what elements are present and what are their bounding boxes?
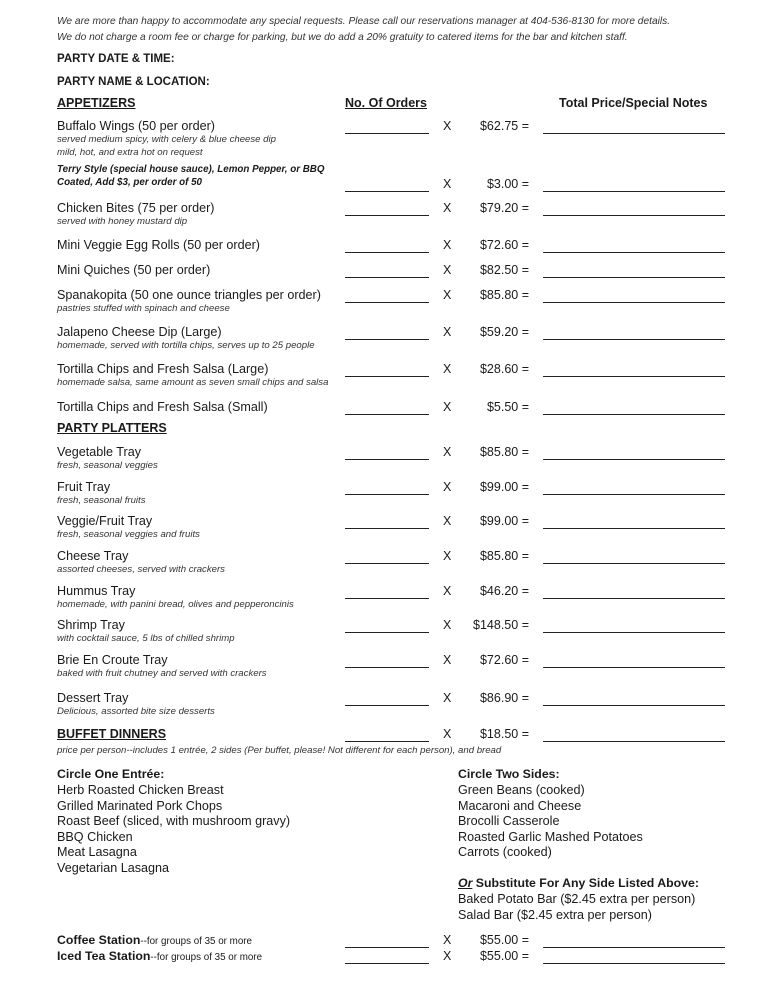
item-description: Delicious, assorted bite size desserts — [57, 706, 215, 717]
item-name: Buffalo Wings (50 per order) — [57, 119, 215, 133]
item-description: mild, hot, and extra hot on request — [57, 147, 203, 158]
order-quantity-field[interactable] — [345, 705, 429, 706]
item-option-text: Coated, Add $3, per order of 50 — [57, 177, 202, 188]
item-name: Tortilla Chips and Fresh Salsa (Small) — [57, 400, 268, 414]
order-quantity-field[interactable] — [345, 459, 429, 460]
item-name: Brie En Croute Tray — [57, 653, 168, 667]
multiply-sign: X — [443, 238, 452, 252]
item-price: $72.60 = — [479, 238, 529, 252]
station-name: Iced Tea Station — [57, 949, 151, 963]
total-notes-field[interactable] — [543, 133, 725, 134]
item-description: homemade, with panini bread, olives and pepperoncinis — [57, 599, 294, 610]
total-notes-field[interactable] — [543, 632, 725, 633]
multiply-sign: X — [443, 325, 452, 339]
buffet-total-field[interactable] — [543, 741, 725, 742]
station-name: Coffee Station — [57, 933, 141, 947]
item-description: fresh, seasonal veggies — [57, 460, 158, 471]
total-notes-field[interactable] — [543, 414, 725, 415]
item-description: homemade, served with tortilla chips, serves up to 25 people — [57, 340, 315, 351]
buffet-note: price per person--includes 1 entrée, 2 sides (Per buffet, please! Not different for each person), and bread — [57, 745, 502, 756]
item-price: $85.80 = — [479, 549, 529, 563]
item-price: $59.20 = — [479, 325, 529, 339]
station-row — [57, 933, 252, 947]
entree-option[interactable]: Roast Beef (sliced, with mushroom gravy) — [57, 814, 291, 829]
order-quantity-field[interactable] — [345, 667, 429, 668]
item-name: Vegetable Tray — [57, 445, 142, 459]
substitute-title-text: Substitute For Any Side Listed Above: — [472, 876, 699, 890]
item-description: assorted cheeses, served with crackers — [57, 564, 225, 575]
entree-option[interactable]: Meat Lasagna — [57, 845, 137, 860]
total-notes-field[interactable] — [543, 191, 725, 192]
multiply-sign: X — [443, 400, 452, 414]
station-quantity-field[interactable] — [345, 963, 429, 964]
item-price: $72.60 = — [479, 653, 529, 667]
buffet-quantity-field[interactable] — [345, 741, 429, 742]
item-name: Mini Veggie Egg Rolls (50 per order) — [57, 238, 261, 252]
item-description: pastries stuffed with spinach and cheese — [57, 303, 230, 314]
multiply-sign: X — [443, 618, 452, 632]
party-platters-heading: PARTY PLATTERS — [57, 421, 167, 435]
item-price: $99.00 = — [479, 480, 529, 494]
item-name: Chicken Bites (75 per order) — [57, 201, 215, 215]
item-name: Shrimp Tray — [57, 618, 125, 632]
substitute-title — [458, 876, 699, 890]
multiply-sign: X — [443, 933, 452, 947]
multiply-sign: X — [443, 177, 452, 191]
multiply-sign: X — [443, 549, 452, 563]
sides-title: Circle Two Sides: — [458, 767, 560, 781]
entree-title: Circle One Entrée: — [57, 767, 165, 781]
multiply-sign: X — [443, 514, 452, 528]
item-price: $85.80 = — [479, 288, 529, 302]
order-quantity-field[interactable] — [345, 563, 429, 564]
order-quantity-field[interactable] — [345, 528, 429, 529]
order-quantity-field[interactable] — [345, 339, 429, 340]
side-option[interactable]: Roasted Garlic Mashed Potatoes — [458, 829, 643, 844]
total-notes-field[interactable] — [543, 277, 725, 278]
multiply-sign: X — [443, 445, 452, 459]
entree-option[interactable]: Herb Roasted Chicken Breast — [57, 783, 224, 797]
or-label: Or — [458, 876, 473, 890]
order-quantity-field[interactable] — [345, 191, 429, 192]
multiply-sign: X — [443, 119, 452, 133]
station-total-field[interactable] — [543, 963, 725, 964]
item-price: $86.90 = — [479, 691, 529, 705]
total-notes-field[interactable] — [543, 494, 725, 495]
orders-column-header: No. Of Orders — [345, 96, 427, 110]
item-description: served with honey mustard dip — [57, 216, 188, 227]
party-name-label: PARTY NAME & LOCATION: — [57, 76, 210, 88]
station-price: $55.00 = — [479, 949, 529, 963]
item-name: Dessert Tray — [57, 691, 129, 705]
item-description: fresh, seasonal fruits — [57, 495, 146, 506]
item-name: Tortilla Chips and Fresh Salsa (Large) — [57, 362, 269, 376]
station-price: $55.00 = — [479, 933, 529, 947]
buffet-price: $18.50 = — [479, 727, 529, 741]
multiply-sign: X — [443, 653, 452, 667]
total-notes-field[interactable] — [543, 705, 725, 706]
order-quantity-field[interactable] — [345, 376, 429, 377]
multiply-sign: X — [443, 480, 452, 494]
item-price: $99.00 = — [479, 514, 529, 528]
order-quantity-field[interactable] — [345, 133, 429, 134]
substitute-option[interactable]: Baked Potato Bar ($2.45 extra per person) — [458, 892, 696, 906]
total-notes-field[interactable] — [543, 339, 725, 340]
multiply-sign: X — [443, 727, 452, 741]
multiply-sign: X — [443, 949, 452, 963]
item-name: Hummus Tray — [57, 584, 136, 598]
order-quantity-field[interactable] — [345, 414, 429, 415]
intro-line-1: We are more than happy to accommodate any special requests. Please call our reservations manager at 404-536-8130 for more details. — [57, 16, 671, 27]
order-quantity-field[interactable] — [345, 302, 429, 303]
total-notes-field[interactable] — [543, 459, 725, 460]
item-price: $46.20 = — [479, 584, 529, 598]
total-notes-field[interactable] — [543, 252, 725, 253]
total-notes-field[interactable] — [543, 598, 725, 599]
total-notes-field[interactable] — [543, 376, 725, 377]
total-notes-field[interactable] — [543, 563, 725, 564]
item-price: $85.80 = — [479, 445, 529, 459]
item-price: $82.50 = — [479, 263, 529, 277]
side-option[interactable]: Green Beans (cooked) — [458, 783, 585, 797]
item-description: fresh, seasonal veggies and fruits — [57, 529, 200, 540]
order-quantity-field[interactable] — [345, 277, 429, 278]
total-notes-field[interactable] — [543, 215, 725, 216]
order-quantity-field[interactable] — [345, 494, 429, 495]
station-note: --for groups of 35 or more — [150, 952, 263, 963]
order-quantity-field[interactable] — [345, 215, 429, 216]
item-name: Mini Quiches (50 per order) — [57, 263, 211, 277]
multiply-sign: X — [443, 288, 452, 302]
side-option[interactable]: Brocolli Casserole — [458, 814, 560, 829]
item-description: homemade salsa, same amount as seven small chips and salsa — [57, 377, 329, 388]
order-quantity-field[interactable] — [345, 632, 429, 633]
substitute-option[interactable]: Salad Bar ($2.45 extra per person) — [458, 907, 652, 922]
item-name: Fruit Tray — [57, 480, 111, 494]
total-notes-field[interactable] — [543, 667, 725, 668]
entree-option[interactable]: Vegetarian Lasagna — [57, 861, 170, 875]
item-description: with cocktail sauce, 5 lbs of chilled shrimp — [57, 633, 235, 644]
total-notes-field[interactable] — [543, 302, 725, 303]
total-column-header: Total Price/Special Notes — [559, 96, 708, 110]
order-quantity-field[interactable] — [345, 598, 429, 599]
multiply-sign: X — [443, 584, 452, 598]
party-date-label: PARTY DATE & TIME: — [57, 53, 175, 65]
item-name: Spanakopita (50 one ounce triangles per order) — [57, 288, 321, 302]
item-name: Cheese Tray — [57, 549, 129, 563]
item-price: $5.50 = — [486, 400, 529, 414]
entree-option[interactable]: Grilled Marinated Pork Chops — [57, 798, 223, 813]
item-option-text: Terry Style (special house sauce), Lemon Pepper, or BBQ — [57, 164, 325, 175]
entree-option[interactable]: BBQ Chicken — [57, 829, 133, 844]
side-option[interactable]: Carrots (cooked) — [458, 845, 552, 860]
appetizers-heading: APPETIZERS — [57, 96, 136, 110]
multiply-sign: X — [443, 263, 452, 277]
item-description: served medium spicy, with celery & blue cheese dip — [57, 134, 276, 145]
item-description: baked with fruit chutney and served with crackers — [57, 668, 267, 679]
item-name: Veggie/Fruit Tray — [57, 514, 153, 528]
item-price: $79.20 = — [479, 201, 529, 215]
multiply-sign: X — [443, 691, 452, 705]
station-total-field[interactable] — [543, 947, 725, 948]
item-name: Jalapeno Cheese Dip (Large) — [57, 325, 222, 339]
total-notes-field[interactable] — [543, 528, 725, 529]
station-quantity-field[interactable] — [345, 947, 429, 948]
side-option[interactable]: Macaroni and Cheese — [458, 798, 582, 813]
item-price: $3.00 = — [486, 177, 529, 191]
multiply-sign: X — [443, 201, 452, 215]
multiply-sign: X — [443, 362, 452, 376]
item-price: $148.50 = — [473, 618, 529, 632]
station-row — [57, 949, 262, 963]
order-quantity-field[interactable] — [345, 252, 429, 253]
buffet-dinners-heading: BUFFET DINNERS — [57, 727, 167, 741]
item-price: $62.75 = — [479, 119, 529, 133]
intro-line-2: We do not charge a room fee or charge for parking, but we do add a 20% gratuity to catered items for the bar and kitchen staff. — [57, 32, 628, 43]
station-note: --for groups of 35 or more — [140, 936, 252, 947]
item-price: $28.60 = — [479, 362, 529, 376]
